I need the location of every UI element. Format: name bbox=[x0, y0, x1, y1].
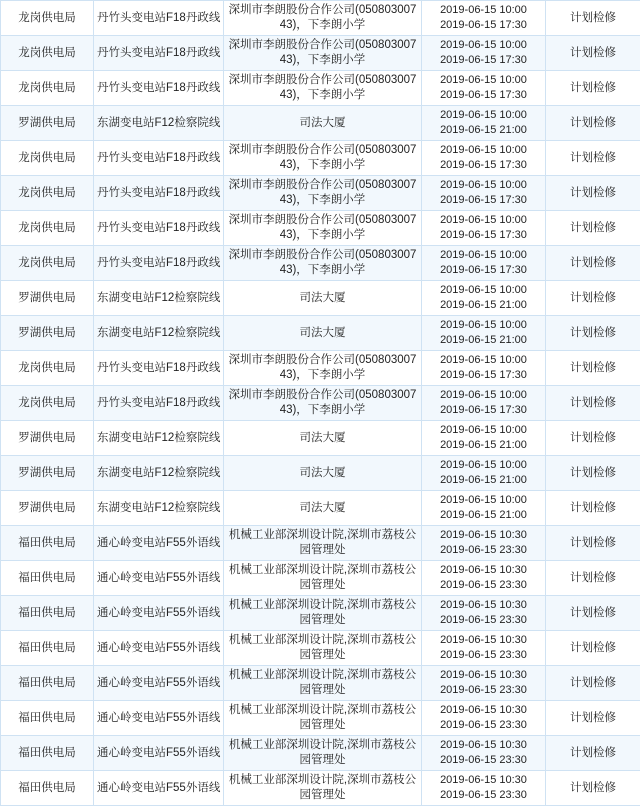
cell-outage-time bbox=[422, 36, 546, 71]
cell-affected-area: 司法大厦 bbox=[224, 106, 422, 141]
cell-affected-area: 司法大厦 bbox=[224, 281, 422, 316]
cell-supply-bureau: 龙岗供电局 bbox=[1, 211, 94, 246]
cell-outage-type: 计划检修 bbox=[546, 421, 640, 456]
cell-outage-time bbox=[422, 666, 546, 701]
cell-outage-time bbox=[422, 176, 546, 211]
cell-line-name: 通心岭变电站F55外语线 bbox=[94, 526, 224, 561]
cell-supply-bureau: 福田供电局 bbox=[1, 666, 94, 701]
cell-outage-time bbox=[422, 316, 546, 351]
cell-supply-bureau: 龙岗供电局 bbox=[1, 71, 94, 106]
cell-outage-time bbox=[422, 386, 546, 421]
table-row bbox=[1, 421, 640, 456]
cell-supply-bureau: 罗湖供电局 bbox=[1, 316, 94, 351]
outage-start-time: 2019-06-15 10:00 bbox=[425, 283, 542, 298]
cell-affected-area: 深圳市李朗股份合作公司(05080300743)，下李朗小学 bbox=[224, 176, 422, 211]
cell-affected-area: 深圳市李朗股份合作公司(05080300743)，下李朗小学 bbox=[224, 211, 422, 246]
table-row bbox=[1, 281, 640, 316]
cell-outage-type: 计划检修 bbox=[546, 316, 640, 351]
outage-start-time: 2019-06-15 10:00 bbox=[425, 178, 542, 193]
table-row bbox=[1, 631, 640, 666]
cell-supply-bureau: 罗湖供电局 bbox=[1, 491, 94, 526]
cell-outage-type: 计划检修 bbox=[546, 211, 640, 246]
cell-line-name: 丹竹头变电站F18丹政线 bbox=[94, 351, 224, 386]
outage-end-time: 2019-06-15 23:30 bbox=[425, 543, 542, 558]
table-row bbox=[1, 141, 640, 176]
outage-start-time: 2019-06-15 10:00 bbox=[425, 3, 542, 18]
table-row bbox=[1, 211, 640, 246]
outage-start-time: 2019-06-15 10:00 bbox=[425, 73, 542, 88]
outage-end-time: 2019-06-15 17:30 bbox=[425, 228, 542, 243]
outage-end-time: 2019-06-15 21:00 bbox=[425, 333, 542, 348]
table-row bbox=[1, 351, 640, 386]
cell-supply-bureau: 福田供电局 bbox=[1, 561, 94, 596]
cell-supply-bureau: 福田供电局 bbox=[1, 631, 94, 666]
cell-affected-area: 深圳市李朗股份合作公司(05080300743)，下李朗小学 bbox=[224, 36, 422, 71]
outage-end-time: 2019-06-15 17:30 bbox=[425, 403, 542, 418]
cell-affected-area: 机械工业部深圳设计院,深圳市荔枝公园管理处 bbox=[224, 596, 422, 631]
cell-outage-time bbox=[422, 351, 546, 386]
outage-end-time: 2019-06-15 23:30 bbox=[425, 753, 542, 768]
table-row bbox=[1, 246, 640, 281]
outage-end-time: 2019-06-15 21:00 bbox=[425, 473, 542, 488]
cell-affected-area: 司法大厦 bbox=[224, 456, 422, 491]
outage-end-time: 2019-06-15 23:30 bbox=[425, 578, 542, 593]
cell-outage-type: 计划检修 bbox=[546, 561, 640, 596]
cell-affected-area: 机械工业部深圳设计院,深圳市荔枝公园管理处 bbox=[224, 561, 422, 596]
cell-outage-type: 计划检修 bbox=[546, 281, 640, 316]
outage-start-time: 2019-06-15 10:00 bbox=[425, 213, 542, 228]
outage-start-time: 2019-06-15 10:00 bbox=[425, 353, 542, 368]
cell-outage-time bbox=[422, 71, 546, 106]
cell-outage-time bbox=[422, 736, 546, 771]
outage-end-time: 2019-06-15 21:00 bbox=[425, 438, 542, 453]
outage-start-time: 2019-06-15 10:30 bbox=[425, 528, 542, 543]
cell-outage-time bbox=[422, 526, 546, 561]
cell-line-name: 东湖变电站F12检察院线 bbox=[94, 106, 224, 141]
cell-outage-type: 计划检修 bbox=[546, 701, 640, 736]
table-row bbox=[1, 596, 640, 631]
outage-start-time: 2019-06-15 10:30 bbox=[425, 598, 542, 613]
cell-supply-bureau: 龙岗供电局 bbox=[1, 1, 94, 36]
outage-end-time: 2019-06-15 17:30 bbox=[425, 53, 542, 68]
cell-line-name: 丹竹头变电站F18丹政线 bbox=[94, 141, 224, 176]
outage-start-time: 2019-06-15 10:30 bbox=[425, 563, 542, 578]
cell-line-name: 丹竹头变电站F18丹政线 bbox=[94, 36, 224, 71]
table-row bbox=[1, 526, 640, 561]
cell-outage-time bbox=[422, 596, 546, 631]
cell-outage-type: 计划检修 bbox=[546, 631, 640, 666]
cell-supply-bureau: 罗湖供电局 bbox=[1, 106, 94, 141]
table-row bbox=[1, 386, 640, 421]
outage-start-time: 2019-06-15 10:30 bbox=[425, 703, 542, 718]
cell-line-name: 通心岭变电站F55外语线 bbox=[94, 561, 224, 596]
cell-supply-bureau: 福田供电局 bbox=[1, 736, 94, 771]
cell-affected-area: 机械工业部深圳设计院,深圳市荔枝公园管理处 bbox=[224, 631, 422, 666]
outage-start-time: 2019-06-15 10:00 bbox=[425, 248, 542, 263]
cell-line-name: 通心岭变电站F55外语线 bbox=[94, 701, 224, 736]
cell-affected-area: 深圳市李朗股份合作公司(05080300743)，下李朗小学 bbox=[224, 1, 422, 36]
cell-line-name: 丹竹头变电站F18丹政线 bbox=[94, 1, 224, 36]
cell-outage-time bbox=[422, 141, 546, 176]
outage-end-time: 2019-06-15 21:00 bbox=[425, 508, 542, 523]
cell-line-name: 通心岭变电站F55外语线 bbox=[94, 771, 224, 806]
outage-start-time: 2019-06-15 10:00 bbox=[425, 143, 542, 158]
cell-outage-type: 计划检修 bbox=[546, 491, 640, 526]
outage-end-time: 2019-06-15 21:00 bbox=[425, 123, 542, 138]
cell-outage-type: 计划检修 bbox=[546, 36, 640, 71]
cell-supply-bureau: 罗湖供电局 bbox=[1, 281, 94, 316]
table-row bbox=[1, 1, 640, 36]
table-row bbox=[1, 736, 640, 771]
cell-line-name: 通心岭变电站F55外语线 bbox=[94, 596, 224, 631]
table-row bbox=[1, 666, 640, 701]
cell-line-name: 东湖变电站F12检察院线 bbox=[94, 421, 224, 456]
outage-end-time: 2019-06-15 17:30 bbox=[425, 158, 542, 173]
cell-outage-time bbox=[422, 771, 546, 806]
cell-supply-bureau: 罗湖供电局 bbox=[1, 421, 94, 456]
cell-outage-type: 计划检修 bbox=[546, 526, 640, 561]
cell-line-name: 丹竹头变电站F18丹政线 bbox=[94, 246, 224, 281]
cell-affected-area: 机械工业部深圳设计院,深圳市荔枝公园管理处 bbox=[224, 526, 422, 561]
cell-affected-area: 深圳市李朗股份合作公司(05080300743)，下李朗小学 bbox=[224, 141, 422, 176]
cell-supply-bureau: 福田供电局 bbox=[1, 701, 94, 736]
outage-end-time: 2019-06-15 21:00 bbox=[425, 298, 542, 313]
cell-line-name: 东湖变电站F12检察院线 bbox=[94, 316, 224, 351]
cell-affected-area: 司法大厦 bbox=[224, 316, 422, 351]
cell-line-name: 丹竹头变电站F18丹政线 bbox=[94, 71, 224, 106]
outage-start-time: 2019-06-15 10:00 bbox=[425, 38, 542, 53]
table-row bbox=[1, 176, 640, 211]
outage-start-time: 2019-06-15 10:00 bbox=[425, 108, 542, 123]
outage-start-time: 2019-06-15 10:30 bbox=[425, 773, 542, 788]
cell-outage-type: 计划检修 bbox=[546, 246, 640, 281]
outage-end-time: 2019-06-15 17:30 bbox=[425, 263, 542, 278]
cell-outage-type: 计划检修 bbox=[546, 1, 640, 36]
cell-affected-area: 深圳市李朗股份合作公司(05080300743)，下李朗小学 bbox=[224, 246, 422, 281]
cell-supply-bureau: 龙岗供电局 bbox=[1, 246, 94, 281]
table-row bbox=[1, 456, 640, 491]
cell-affected-area: 深圳市李朗股份合作公司(05080300743)，下李朗小学 bbox=[224, 351, 422, 386]
outage-end-time: 2019-06-15 23:30 bbox=[425, 788, 542, 803]
cell-line-name: 东湖变电站F12检察院线 bbox=[94, 281, 224, 316]
outage-start-time: 2019-06-15 10:00 bbox=[425, 423, 542, 438]
cell-line-name: 通心岭变电站F55外语线 bbox=[94, 666, 224, 701]
outage-end-time: 2019-06-15 23:30 bbox=[425, 613, 542, 628]
cell-outage-type: 计划检修 bbox=[546, 771, 640, 806]
table-row bbox=[1, 316, 640, 351]
outage-start-time: 2019-06-15 10:00 bbox=[425, 493, 542, 508]
table-row bbox=[1, 106, 640, 141]
cell-affected-area: 司法大厦 bbox=[224, 421, 422, 456]
cell-supply-bureau: 龙岗供电局 bbox=[1, 351, 94, 386]
outage-end-time: 2019-06-15 23:30 bbox=[425, 683, 542, 698]
cell-outage-time bbox=[422, 1, 546, 36]
cell-outage-type: 计划检修 bbox=[546, 106, 640, 141]
cell-line-name: 通心岭变电站F55外语线 bbox=[94, 631, 224, 666]
cell-outage-type: 计划检修 bbox=[546, 351, 640, 386]
outage-end-time: 2019-06-15 23:30 bbox=[425, 718, 542, 733]
cell-supply-bureau: 福田供电局 bbox=[1, 526, 94, 561]
cell-line-name: 丹竹头变电站F18丹政线 bbox=[94, 176, 224, 211]
cell-line-name: 东湖变电站F12检察院线 bbox=[94, 491, 224, 526]
cell-outage-type: 计划检修 bbox=[546, 666, 640, 701]
cell-outage-type: 计划检修 bbox=[546, 176, 640, 211]
cell-affected-area: 深圳市李朗股份合作公司(05080300743)，下李朗小学 bbox=[224, 386, 422, 421]
cell-supply-bureau: 龙岗供电局 bbox=[1, 141, 94, 176]
cell-affected-area: 机械工业部深圳设计院,深圳市荔枝公园管理处 bbox=[224, 736, 422, 771]
outage-start-time: 2019-06-15 10:30 bbox=[425, 633, 542, 648]
outage-end-time: 2019-06-15 17:30 bbox=[425, 18, 542, 33]
outage-start-time: 2019-06-15 10:00 bbox=[425, 388, 542, 403]
cell-affected-area: 深圳市李朗股份合作公司(05080300743)，下李朗小学 bbox=[224, 71, 422, 106]
cell-affected-area: 机械工业部深圳设计院,深圳市荔枝公园管理处 bbox=[224, 666, 422, 701]
outage-end-time: 2019-06-15 17:30 bbox=[425, 88, 542, 103]
cell-outage-type: 计划检修 bbox=[546, 596, 640, 631]
outage-end-time: 2019-06-15 17:30 bbox=[425, 193, 542, 208]
cell-line-name: 东湖变电站F12检察院线 bbox=[94, 456, 224, 491]
cell-supply-bureau: 罗湖供电局 bbox=[1, 456, 94, 491]
cell-outage-time bbox=[422, 246, 546, 281]
cell-outage-time bbox=[422, 561, 546, 596]
table-row bbox=[1, 491, 640, 526]
cell-outage-type: 计划检修 bbox=[546, 456, 640, 491]
table-row bbox=[1, 36, 640, 71]
cell-affected-area: 司法大厦 bbox=[224, 491, 422, 526]
outage-start-time: 2019-06-15 10:00 bbox=[425, 318, 542, 333]
cell-supply-bureau: 龙岗供电局 bbox=[1, 176, 94, 211]
cell-line-name: 丹竹头变电站F18丹政线 bbox=[94, 211, 224, 246]
cell-outage-time bbox=[422, 421, 546, 456]
cell-outage-type: 计划检修 bbox=[546, 71, 640, 106]
cell-outage-type: 计划检修 bbox=[546, 386, 640, 421]
cell-outage-type: 计划检修 bbox=[546, 141, 640, 176]
cell-outage-time bbox=[422, 456, 546, 491]
outage-start-time: 2019-06-15 10:00 bbox=[425, 458, 542, 473]
cell-outage-type: 计划检修 bbox=[546, 736, 640, 771]
cell-line-name: 通心岭变电站F55外语线 bbox=[94, 736, 224, 771]
outage-start-time: 2019-06-15 10:30 bbox=[425, 668, 542, 683]
table-body bbox=[1, 1, 640, 806]
cell-line-name: 丹竹头变电站F18丹政线 bbox=[94, 386, 224, 421]
outage-start-time: 2019-06-15 10:30 bbox=[425, 738, 542, 753]
cell-supply-bureau: 福田供电局 bbox=[1, 596, 94, 631]
cell-outage-time bbox=[422, 491, 546, 526]
cell-outage-time bbox=[422, 631, 546, 666]
table-row bbox=[1, 771, 640, 806]
cell-affected-area: 机械工业部深圳设计院,深圳市荔枝公园管理处 bbox=[224, 771, 422, 806]
cell-supply-bureau: 龙岗供电局 bbox=[1, 386, 94, 421]
table-row bbox=[1, 561, 640, 596]
outage-end-time: 2019-06-15 23:30 bbox=[425, 648, 542, 663]
cell-supply-bureau: 福田供电局 bbox=[1, 771, 94, 806]
table-row bbox=[1, 71, 640, 106]
cell-outage-time bbox=[422, 281, 546, 316]
cell-outage-time bbox=[422, 106, 546, 141]
outage-end-time: 2019-06-15 17:30 bbox=[425, 368, 542, 383]
cell-affected-area: 机械工业部深圳设计院,深圳市荔枝公园管理处 bbox=[224, 701, 422, 736]
cell-supply-bureau: 龙岗供电局 bbox=[1, 36, 94, 71]
cell-outage-time bbox=[422, 211, 546, 246]
